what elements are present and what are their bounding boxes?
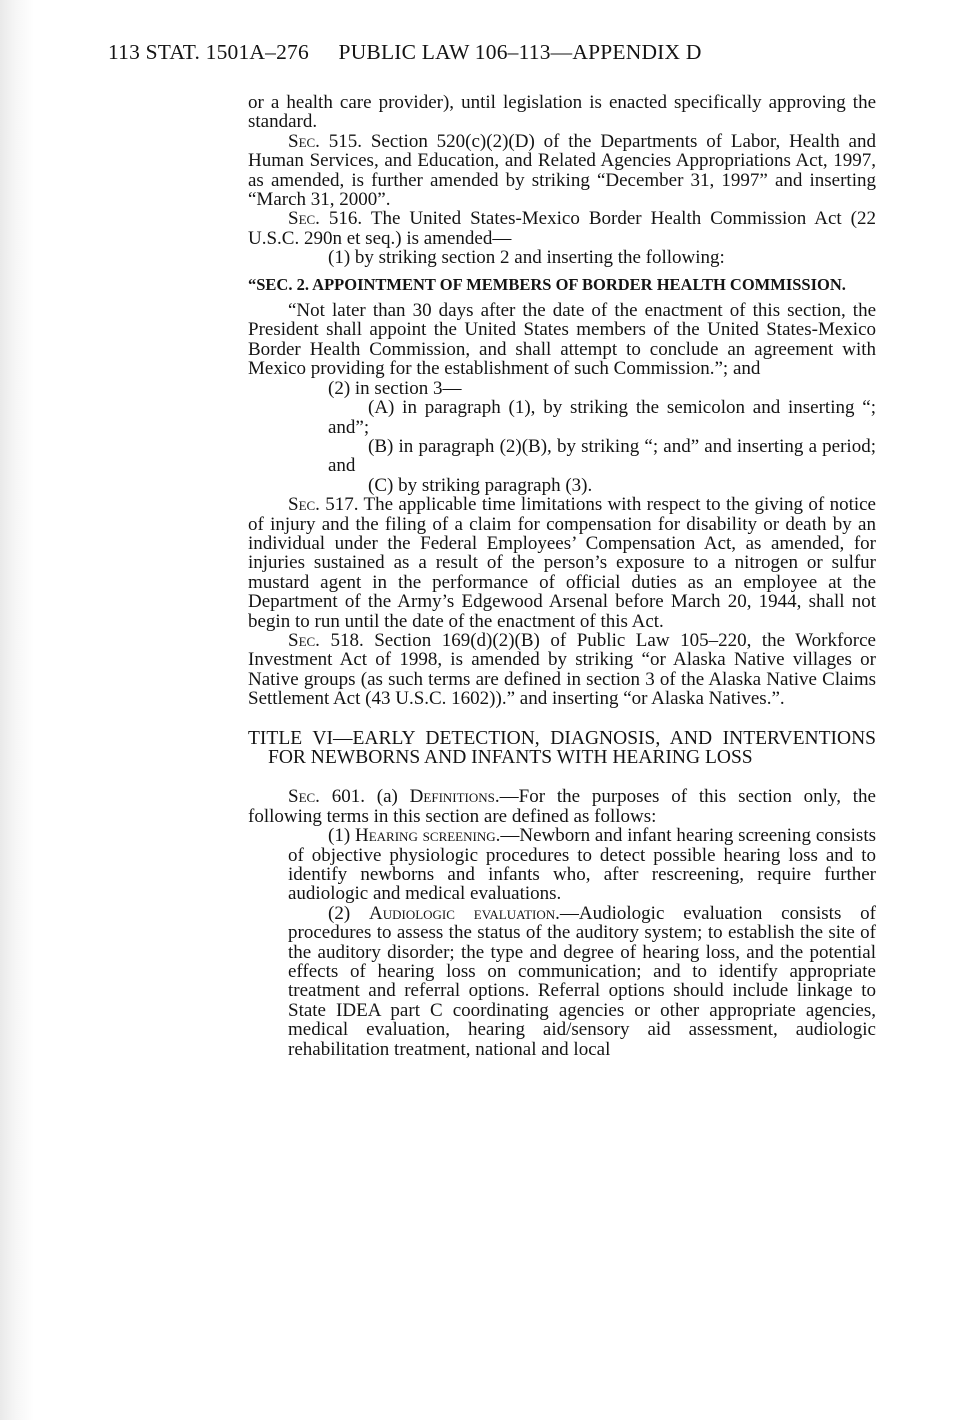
- section-label: Sec. 517.: [288, 494, 359, 516]
- title-vi-heading: TITLE VI—EARLY DETECTION, DIAGNOSIS, AND INTERVENTIONS FOR NEWBORNS AND INFANTS WITH HEARING LOSS: [248, 727, 876, 768]
- definition-text: .—Newborn and infant hearing screening consists of objective physiologic procedures to detect possible hearing loss and to identify newborns and infants who, after rescreening, require further audiologic and medical evaluations.: [288, 825, 876, 905]
- section-text: The United States-Mexico Border Health Commission Act (22 U.S.C. 290n et seq.) is amended—: [248, 208, 876, 249]
- section-518: [248, 631, 876, 709]
- section-text: Section 169(d)(2)(B) of Public Law 105–220, the Workforce Investment Act of 1998, is amended by striking “or Alaska Native villages or Native groups (as such terms are defined in section 3 of the Alaska Native Claims Settlement Act (43 U.S.C. 1602)).” and inserting “or Alaska Natives.”.: [248, 629, 876, 710]
- definition-number: (2): [328, 902, 369, 924]
- definition-1: [248, 826, 876, 904]
- definition-number: (1): [328, 825, 355, 847]
- inserted-section-text: “Not later than 30 days after the date of the enactment of this section, the President shall appoint the United States members of the United States-Mexico Border Health Commission, and shall attempt to conclude an agreement with Mexico providing for the establishment of such Commission.”; and: [248, 300, 876, 380]
- law-title: PUBLIC LAW 106–113—APPENDIX D: [338, 40, 702, 64]
- inserted-section-heading: “SEC. 2. APPOINTMENT OF MEMBERS OF BORDER HEALTH COMMISSION.: [248, 274, 846, 294]
- definition-text: .—Audiologic evaluation consists of procedures to assess the status of the auditory system; to establish the site of the auditory disorder; the type and degree of hearing loss, and the potential effects of hearing loss on communication; and to identify appropriate treatment and referral options. Referral options should include linkage to State IDEA part C coordinating agencies or other appropriate agencies, medical evaluation, hearing aid/sensory aid assessment, audiologic rehabilitation treatment, national and local: [288, 902, 877, 1060]
- section-label: Sec. 518.: [288, 629, 364, 651]
- section-516-item-2C: (C) by striking paragraph (3).: [368, 474, 593, 496]
- section-label: Sec. 516.: [288, 208, 363, 230]
- section-516: [248, 209, 876, 248]
- paragraph-continuation: or a health care provider), until legislation is enacted specifically approving the standard.: [248, 92, 876, 133]
- section-601: [248, 787, 876, 826]
- section-516-item-2B: (B) in paragraph (2)(B), by striking “; and” and inserting a period; and: [328, 435, 876, 477]
- section-515: [248, 132, 876, 210]
- section-label: Sec. 515.: [288, 130, 363, 152]
- section-text: .—For the purposes of this section only, the following terms in this section are defined as follows:: [248, 786, 876, 827]
- section-516-item-2A: (A) in paragraph (1), by striking the semicolon and inserting “; and”;: [328, 397, 876, 438]
- statute-citation: 113 STAT. 1501A–276: [108, 40, 309, 64]
- section-text: The applicable time limitations with respect to the giving of notice of injury and the filing of a claim for compensation for disability or death by an individual under the Federal Employees’ Compensation Act, as amended, for injuries sustained as a result of the person’s exposure to a nitrogen or sulfur mustard agent in the performance of official duties as an employee at the Department of the Army’s Edgewood Arsenal before March 20, 1944, shall not begin to run until the date of the enactment of this Act.: [248, 494, 876, 632]
- definitions-label: Definitions: [409, 786, 495, 808]
- section-text: Section 520(c)(2)(D) of the Departments of Labor, Health and Human Services, and Education, and Related Agencies Appropriations Act, 1997, as amended, is further amended by striking “December 31, 1997” and inserting “March 31, 2000”.: [248, 130, 876, 211]
- definition-term: Hearing screening: [355, 825, 496, 847]
- binding-shadow: [0, 0, 34, 1420]
- section-516-item-2: (2) in section 3—: [328, 377, 462, 399]
- definition-2: [248, 904, 876, 1059]
- section-517: [248, 495, 876, 631]
- running-header: [108, 40, 702, 65]
- section-label: Sec. 601.: [288, 786, 365, 808]
- definition-term: Audiologic evaluation: [369, 902, 556, 924]
- page-body: [248, 93, 876, 1059]
- subsection-marker: (a): [364, 786, 410, 808]
- section-516-item-1: (1) by striking section 2 and inserting the following:: [328, 247, 725, 269]
